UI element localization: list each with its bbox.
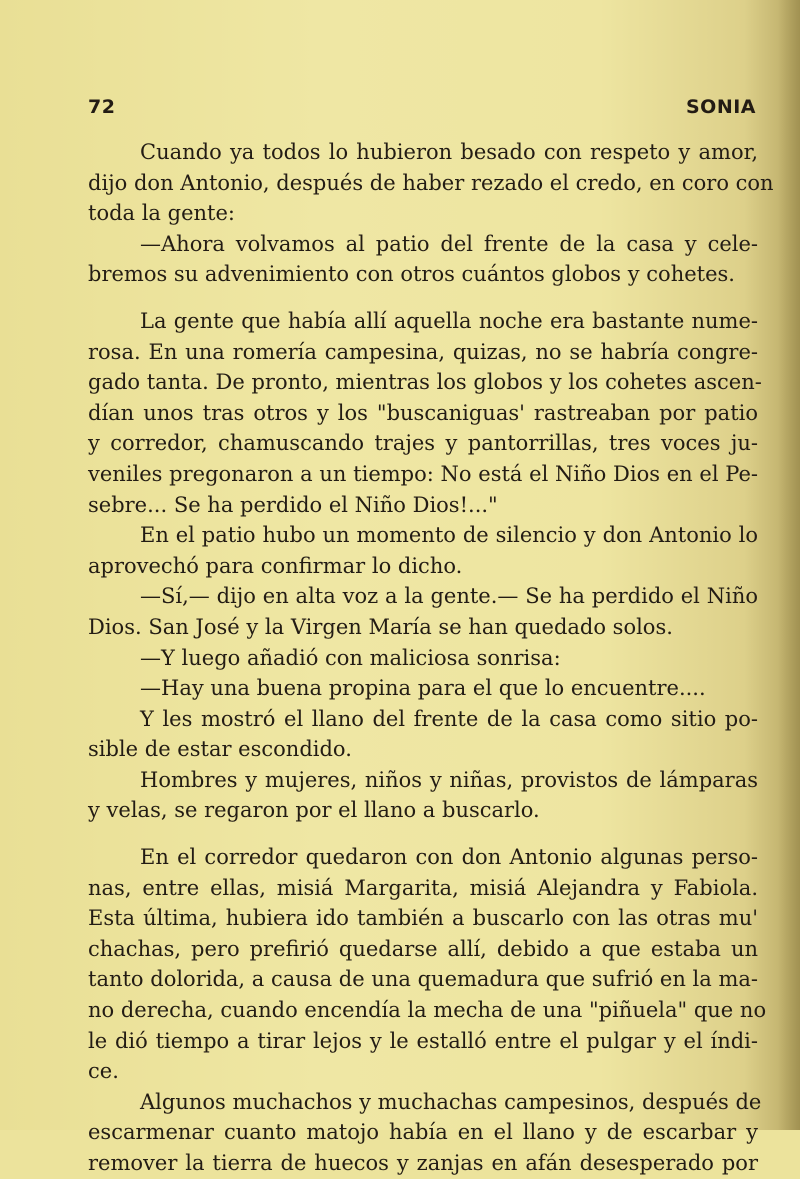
text-line: nas, entre ellas, misiá Margarita, misiá Alejandra y Fabiola. bbox=[88, 875, 758, 900]
text-line: veniles pregonaron a un tiempo: No está el Niño Dios en el Pe- bbox=[88, 461, 758, 486]
text-line: bremos su advenimiento con otros cuántos globos y cohetes. bbox=[88, 262, 735, 287]
paragraph-gap bbox=[88, 826, 758, 842]
text-line: escarmenar cuanto matojo había en el llano y de escarbar y bbox=[88, 1120, 758, 1145]
text-line: le dió tiempo a tirar lejos y le estalló entre el pulgar y el índi- bbox=[88, 1028, 758, 1053]
text-line: —Ahora volvamos al patio del frente de la casa y cele- bbox=[140, 231, 758, 256]
text-line: dijo don Antonio, después de haber rezado el credo, en coro con bbox=[88, 170, 774, 195]
text-line: tanto dolorida, a causa de una quemadura que sufrió en la ma- bbox=[88, 967, 758, 992]
text-line: dían unos tras otros y los "buscaniguas' rastreaban por patio bbox=[88, 400, 758, 425]
text-line: aprovechó para confirmar lo dicho. bbox=[88, 553, 463, 578]
text-line: —Y luego añadió con maliciosa sonrisa: bbox=[140, 645, 561, 670]
text-line: —Hay una buena propina para el que lo encuentre.... bbox=[140, 676, 706, 701]
page-edge-shadow bbox=[778, 0, 800, 1130]
text-line: Cuando ya todos lo hubieron besado con respeto y amor, bbox=[140, 140, 758, 164]
paragraph-gap bbox=[88, 290, 758, 306]
text-line: Algunos muchachos y muchachas campesinos, después de bbox=[140, 1089, 762, 1114]
text-line: remover la tierra de huecos y zanjas en afán desesperado por bbox=[88, 1151, 758, 1175]
text-line: gado tanta. De pronto, mientras los globos y los cohetes ascen- bbox=[88, 370, 762, 395]
page-number: 72 bbox=[88, 96, 116, 118]
text-line: sible de estar escondido. bbox=[88, 737, 352, 762]
text-line: y corredor, chamuscando trajes y pantorrillas, tres voces ju- bbox=[88, 431, 758, 456]
text-line: La gente que había allí aquella noche era bastante nume- bbox=[140, 308, 758, 333]
text-line: sebre... Se ha perdido el Niño Dios!..." bbox=[88, 492, 498, 517]
text-line: En el patio hubo un momento de silencio y don Antonio lo bbox=[140, 523, 758, 548]
text-line: Esta última, hubiera ido también a buscarlo con las otras mu' bbox=[88, 906, 758, 931]
text-line: ce. bbox=[88, 1059, 119, 1084]
text-line: —Sí,— dijo en alta voz a la gente.— Se ha perdido el Niño bbox=[140, 584, 758, 609]
text-line: Y les mostró el llano del frente de la casa como sitio po- bbox=[140, 706, 758, 731]
text-line: Dios. San José y la Virgen María se han quedado solos. bbox=[88, 614, 673, 639]
text-line: Hombres y mujeres, niños y niñas, provistos de lámparas bbox=[140, 767, 758, 792]
text-line: toda la gente: bbox=[88, 201, 235, 226]
text-line: chachas, pero prefirió quedarse allí, debido a que estaba un bbox=[88, 936, 758, 961]
page-header bbox=[88, 96, 756, 126]
body-text bbox=[88, 137, 774, 1179]
running-head: SONIA bbox=[685, 96, 756, 118]
text-line: y velas, se regaron por el llano a buscarlo. bbox=[88, 798, 540, 823]
text-line: rosa. En una romería campesina, quizas, no se habría congre- bbox=[88, 339, 758, 364]
text-line: no derecha, cuando encendía la mecha de una "piñuela" que no bbox=[88, 998, 767, 1023]
text-line: En el corredor quedaron con don Antonio algunas perso- bbox=[140, 845, 758, 870]
